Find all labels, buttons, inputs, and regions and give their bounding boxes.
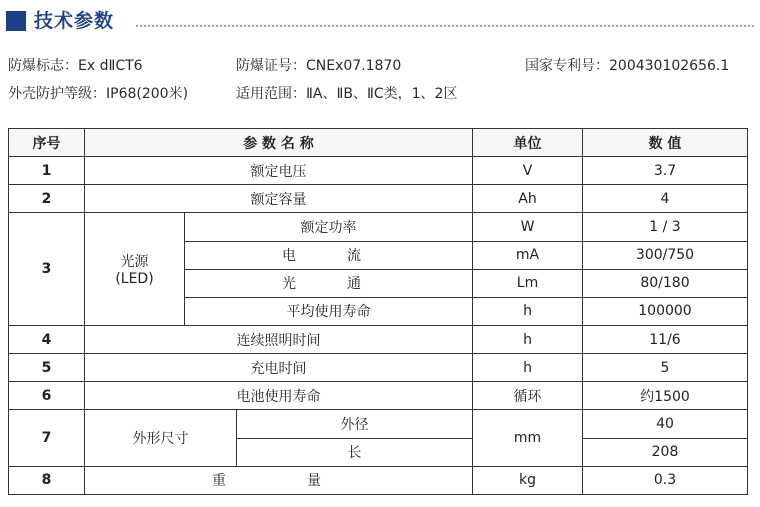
row-unit: h [473,354,583,382]
row-unit: W [473,213,583,241]
row-name: 电 流 [185,241,473,269]
group-light-source [85,213,185,326]
table-header-row [9,129,748,157]
table-row [9,466,748,494]
table-row [9,382,748,410]
row-name: 光 通 [185,269,473,297]
row-value: 208 [583,438,748,466]
row-unit: Ah [473,185,583,213]
row-no: 4 [9,325,85,353]
row-name: 额定功率 [185,213,473,241]
row-name: 额定容量 [85,185,473,213]
row-no: 3 [9,213,85,326]
row-no: 2 [9,185,85,213]
row-value: 约1500 [583,382,748,410]
row-value: 100000 [583,297,748,325]
table-row [9,213,748,241]
row-unit: h [473,297,583,325]
row-unit: mm [473,410,583,466]
header-name: 参 数 名 称 [85,129,473,157]
row-unit: h [473,325,583,353]
group-label: 光源 [120,254,149,271]
header-square-icon [6,11,26,31]
dotted-divider [136,25,754,27]
row-value: 3.7 [583,157,748,185]
row-unit: kg [473,466,583,494]
group-dimensions: 外形尺寸 [85,410,237,466]
row-unit: V [473,157,583,185]
row-no: 8 [9,466,85,494]
row-value: 11/6 [583,325,748,353]
table-row [9,185,748,213]
row-name: 重 量 [85,466,473,494]
table-row [9,410,748,438]
row-unit: mA [473,241,583,269]
table-row [9,325,748,353]
row-value: 1 / 3 [583,213,748,241]
spec-table [8,128,748,495]
row-no: 7 [9,410,85,466]
row-no: 5 [9,354,85,382]
row-name: 外径 [237,410,473,438]
application-scope: 适用范围：ⅡA、ⅡB、ⅡC类，1、2区 [236,86,458,102]
table-row [9,157,748,185]
table-row [9,354,748,382]
header-value: 数 值 [583,129,748,157]
row-value: 0.3 [583,466,748,494]
header-no: 序号 [9,129,85,157]
row-name: 充电时间 [85,354,473,382]
patent-number: 国家专利号：200430102656.1 [525,58,730,74]
explosion-cert: 防爆证号：CNEx07.1870 [236,58,402,74]
row-value: 300/750 [583,241,748,269]
header-unit: 单位 [473,129,583,157]
group-label-sub: (LED) [115,271,154,288]
section-title: 技术参数 [34,10,115,32]
row-value: 5 [583,354,748,382]
row-unit: 循环 [473,382,583,410]
row-value: 80/180 [583,269,748,297]
section-header [6,8,754,34]
explosion-mark: 防爆标志：Ex dⅡCT6 [8,58,143,74]
row-name: 连续照明时间 [85,325,473,353]
row-name: 额定电压 [85,157,473,185]
row-name: 平均使用寿命 [185,297,473,325]
row-name: 长 [237,438,473,466]
row-unit: Lm [473,269,583,297]
row-name: 电池使用寿命 [85,382,473,410]
row-value: 40 [583,410,748,438]
row-no: 1 [9,157,85,185]
protection-level: 外壳防护等级：IP68(200米) [8,86,189,102]
row-no: 6 [9,382,85,410]
row-value: 4 [583,185,748,213]
